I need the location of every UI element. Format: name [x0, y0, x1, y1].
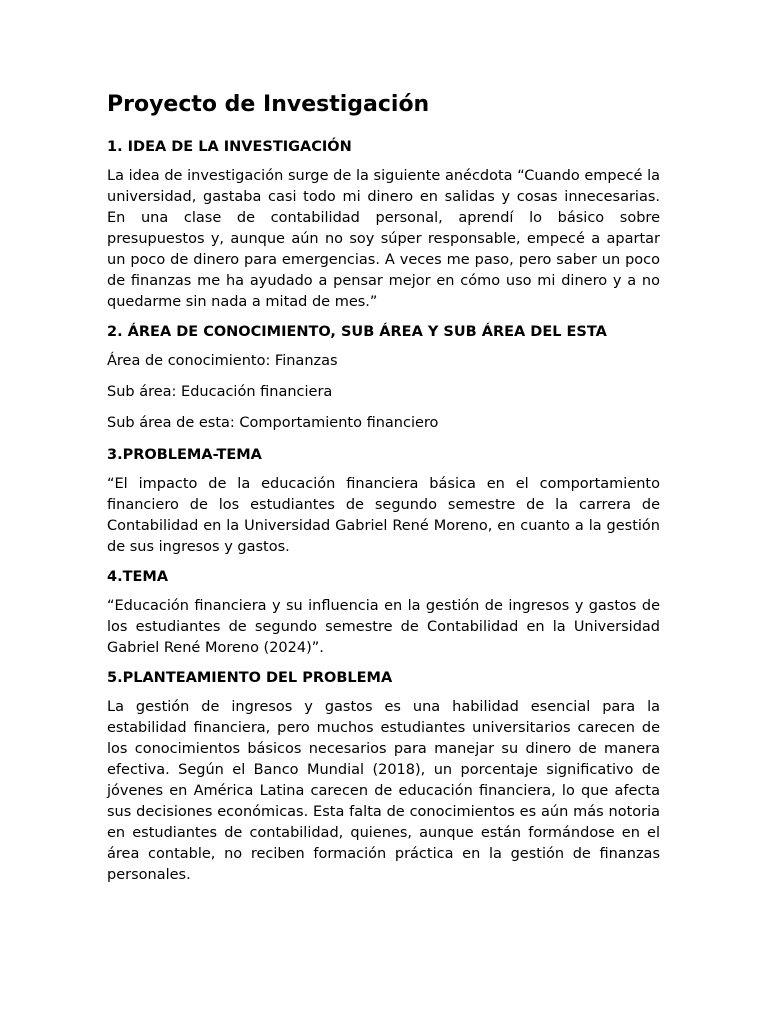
section-heading-problema-tema: 3.PROBLEMA-TEMA — [107, 447, 262, 463]
document-title: Proyecto de Investigación — [107, 92, 430, 117]
section-paragraph-tema: “Educación financiera y su influencia en la gestión de ingresos y gastos de los estudiantes de segundo semestre de Contabilidad en la Universidad Gabriel René Moreno (2024)”. — [107, 598, 660, 656]
section-heading-idea: 1. IDEA DE LA INVESTIGACIÓN — [107, 139, 352, 155]
section-paragraph-idea: La idea de investigación surge de la siguiente anécdota “Cuando empecé la universidad, gastaba casi todo mi dinero en salidas y cosas innecesarias. En una clase de contabilidad personal, aprendí lo básico sobre presupuestos y, aunque aún no soy súper responsable, empecé a apartar un poco de dinero para emergencias. A veces me paso, pero saber un poco de finanzas me ha ayudado a pensar mejor en cómo uso mi dinero y a no quedarme sin nada a mitad de mes.” — [107, 168, 660, 310]
area-line-sub-area-esta: Sub área de esta: Comportamiento financiero — [107, 415, 439, 431]
area-line-conocimiento: Área de conocimiento: Finanzas — [107, 353, 338, 369]
section-paragraph-problema-tema: “El impacto de la educación financiera básica en el comportamiento financiero de los estudiantes de segundo semestre de la carrera de Contabilidad en la Universidad Gabriel René Moreno, en cuanto a la gestión de sus ingresos y gastos. — [107, 476, 660, 555]
section-heading-planteamiento: 5.PLANTEAMIENTO DEL PROBLEMA — [107, 670, 393, 686]
section-paragraph-planteamiento: La gestión de ingresos y gastos es una habilidad esencial para la estabilidad financiera, pero muchos estudiantes universitarios carecen de los conocimientos básicos necesarios para manejar su dinero de manera efectiva. Según el Banco Mundial (2018), un porcentaje significativo de jóvenes en América Latina carecen de educación financiera, lo que afecta sus decisiones económicas. Esta falta de conocimientos es aún más notoria en estudiantes de contabilidad, quienes, aunque están formándose en el área contable, no reciben formación práctica en la gestión de finanzas personales. — [107, 699, 660, 883]
section-heading-area: 2. ÁREA DE CONOCIMIENTO, SUB ÁREA Y SUB ÁREA DEL ESTA — [107, 324, 607, 340]
section-heading-tema: 4.TEMA — [107, 569, 169, 585]
area-line-sub-area: Sub área: Educación financiera — [107, 384, 333, 400]
document-page — [107, 88, 660, 894]
